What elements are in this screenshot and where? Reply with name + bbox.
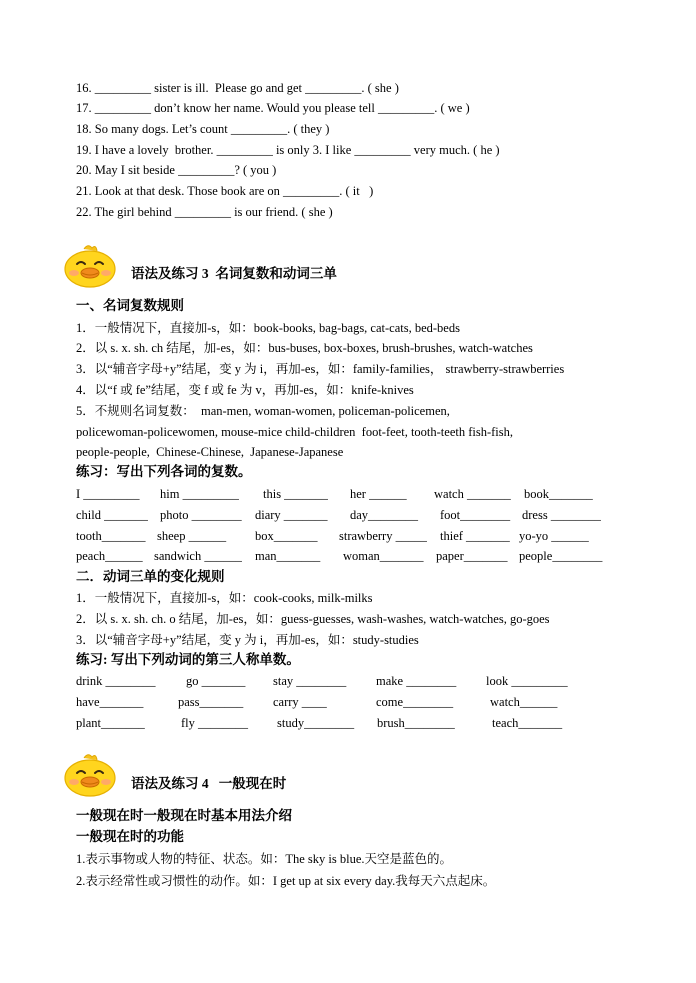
practice-item: come________ bbox=[376, 695, 454, 709]
practice-item: study________ bbox=[277, 716, 355, 730]
practice-item: photo ________ bbox=[160, 508, 242, 522]
practice-item: go _______ bbox=[186, 674, 246, 688]
section-4-subtitle: 一般现在时一般现在时基本用法介绍 bbox=[76, 808, 292, 823]
rule-line: people-people, Chinese-Chinese, Japanese-Japanese bbox=[76, 445, 344, 459]
practice-item: day________ bbox=[350, 508, 419, 522]
body-line: 2.表示经常性或习惯性的动作。如：I get up at six every day.我每天六点起床。 bbox=[76, 874, 496, 888]
duck-mascot-icon bbox=[62, 243, 118, 289]
practice-item: stay ________ bbox=[273, 674, 347, 688]
practice1-row bbox=[76, 486, 636, 502]
practice-item: thief _______ bbox=[440, 529, 510, 543]
practice-item: him _________ bbox=[160, 487, 239, 501]
rule-line: 5．不规则名词复数： man-men, woman-women, policeman-policemen, bbox=[76, 404, 450, 418]
practice-item: pass_______ bbox=[178, 695, 244, 709]
practice-item: I _________ bbox=[76, 487, 140, 501]
exercise-line-22: 22. The girl behind _________ is our friend. ( she ) bbox=[76, 205, 333, 219]
practice-item: teach_______ bbox=[492, 716, 563, 730]
rule-line: 2．以 s. x. sh. ch. o 结尾，加-es，如：guess-guesses, wash-washes, watch-watches, go-goes bbox=[76, 612, 550, 626]
practice-item: sheep ______ bbox=[157, 529, 227, 543]
practice-item: tooth_______ bbox=[76, 529, 146, 543]
practice1-row bbox=[76, 528, 636, 544]
practice2-row bbox=[76, 715, 636, 731]
practice-item: woman_______ bbox=[343, 549, 424, 563]
practice-item: brush________ bbox=[377, 716, 455, 730]
practice-item: child _______ bbox=[76, 508, 148, 522]
section-4-title: 语法及练习 4 一般现在时 bbox=[131, 776, 287, 791]
exercise-line-20: 20. May I sit beside _________? ( you ) bbox=[76, 163, 277, 177]
body-line: 1.表示事物或人物的特征、状态。如：The sky is blue.天空是蓝色的。 bbox=[76, 852, 453, 866]
practice1-row bbox=[76, 507, 636, 523]
practice-item: book_______ bbox=[524, 487, 593, 501]
practice1-heading: 练习：写出下列各词的复数。 bbox=[76, 464, 252, 479]
exercise-line-17: 17. _________ don’t know her name. Would you please tell _________. ( we ) bbox=[76, 101, 470, 115]
practice-item: look _________ bbox=[486, 674, 568, 688]
practice-item: paper_______ bbox=[436, 549, 508, 563]
practice-item: man_______ bbox=[255, 549, 321, 563]
practice-item: fly ________ bbox=[181, 716, 249, 730]
practice-item: peach______ bbox=[76, 549, 143, 563]
duck-mascot-icon bbox=[62, 752, 118, 798]
practice-item: carry ____ bbox=[273, 695, 327, 709]
section-4-subtitle: 一般现在时的功能 bbox=[76, 829, 184, 844]
exercise-line-16: 16. _________ sister is ill. Please go and get _________. ( she ) bbox=[76, 81, 399, 95]
rule-line: 2．以 s. x. sh. ch 结尾，加-es，如：bus-buses, box-boxes, brush-brushes, watch-watches bbox=[76, 341, 533, 355]
section-3-title: 语法及练习 3 名词复数和动词三单 bbox=[131, 266, 337, 281]
practice1-row bbox=[76, 548, 636, 564]
exercise-line-18: 18. So many dogs. Let’s count _________. ( they ) bbox=[76, 122, 330, 136]
rule-line: 3．以“辅音字母+y”结尾，变 y 为 i，再加-es，如：family-families， strawberry-strawberries bbox=[76, 362, 565, 376]
practice-item: people________ bbox=[519, 549, 603, 563]
exercise-line-21: 21. Look at that desk. Those book are on _________. ( it ) bbox=[76, 184, 374, 198]
practice2-row bbox=[76, 673, 636, 689]
practice-item: strawberry _____ bbox=[339, 529, 427, 543]
practice-item: watch _______ bbox=[434, 487, 511, 501]
part2-heading: 二．动词三单的变化规则 bbox=[76, 569, 225, 584]
practice2-heading: 练习: 写出下列动词的第三人称单数。 bbox=[76, 652, 300, 667]
practice-item: make ________ bbox=[376, 674, 457, 688]
practice-item: sandwich ______ bbox=[154, 549, 242, 563]
practice-item: have_______ bbox=[76, 695, 144, 709]
rule-line: policewoman-policewomen, mouse-mice child-children foot-feet, tooth-teeth fish-fish, bbox=[76, 425, 514, 439]
rule-line: 3．以“辅音字母+y”结尾，变 y 为 i，再加-es，如：study-studies bbox=[76, 633, 419, 647]
practice-item: watch______ bbox=[490, 695, 558, 709]
part1-heading: 一、名词复数规则 bbox=[76, 298, 184, 313]
practice-item: foot________ bbox=[440, 508, 511, 522]
practice2-row bbox=[76, 694, 636, 710]
practice-item: drink ________ bbox=[76, 674, 156, 688]
practice-item: diary _______ bbox=[255, 508, 328, 522]
practice-item: box_______ bbox=[255, 529, 318, 543]
practice-item: yo-yo ______ bbox=[519, 529, 589, 543]
practice-item: this _______ bbox=[263, 487, 328, 501]
practice-item: plant_______ bbox=[76, 716, 145, 730]
practice-item: dress ________ bbox=[522, 508, 601, 522]
practice-item: her ______ bbox=[350, 487, 407, 501]
exercise-line-19: 19. I have a lovely brother. _________ is only 3. I like _________ very much. ( he ) bbox=[76, 143, 500, 157]
rule-line: 1．一般情况下，直接加-s，如：cook-cooks, milk-milks bbox=[76, 591, 373, 605]
rule-line: 1．一般情况下，直接加-s，如：book-books, bag-bags, cat-cats, bed-beds bbox=[76, 321, 460, 335]
rule-line: 4．以“f 或 fe”结尾，变 f 或 fe 为 v，再加-es，如：knife-knives bbox=[76, 383, 414, 397]
